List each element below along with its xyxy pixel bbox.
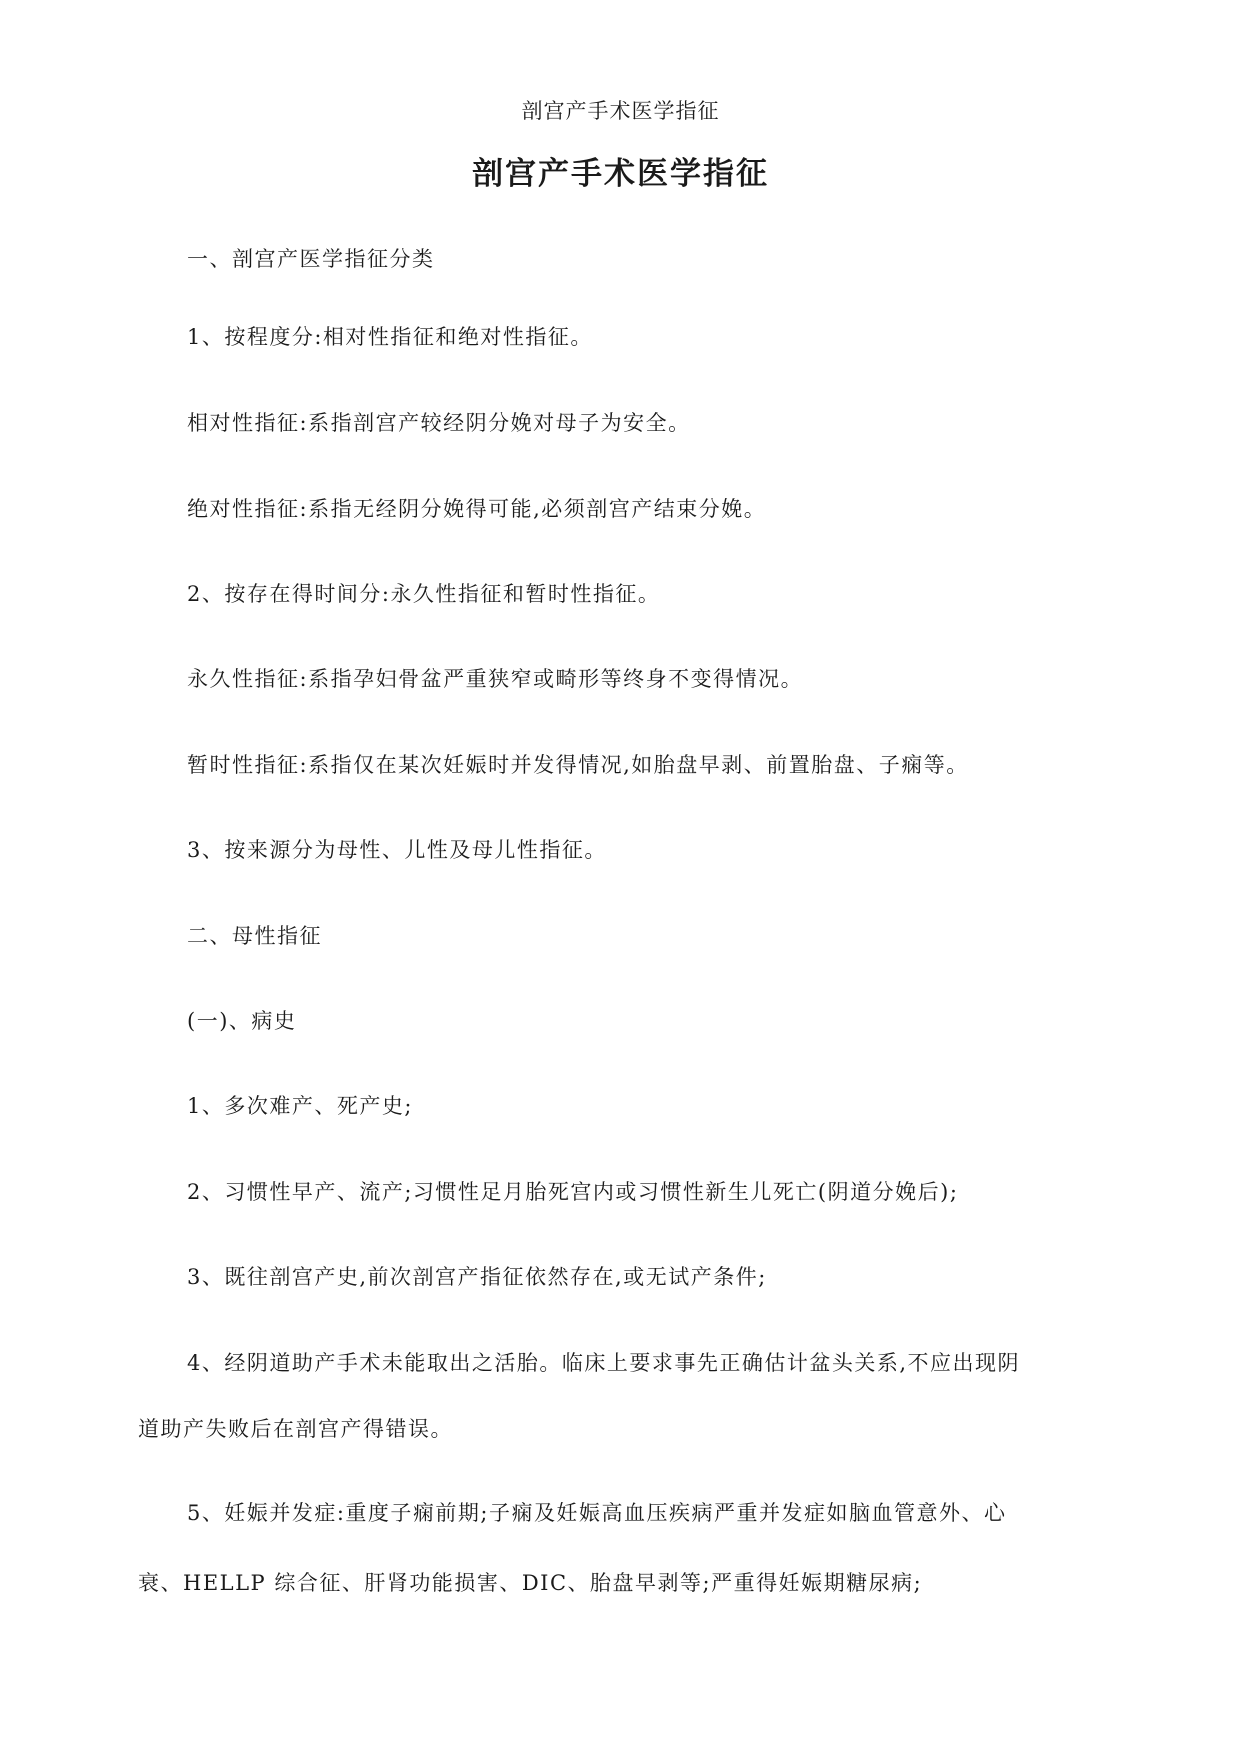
paragraph: 2、按存在得时间分:永久性指征和暂时性指征。: [187, 582, 661, 606]
document-title: 剖宫产手术医学指征: [472, 156, 769, 192]
list-item: 4、经阴道助产手术未能取出之活胎。临床上要求事先正确估计盆头关系,不应出现阴: [187, 1351, 1021, 1375]
list-item-continuation: 衰、HELLP 综合征、肝肾功能损害、DIC、胎盘早剥等;严重得妊娠期糖尿病;: [138, 1571, 923, 1595]
paragraph: 相对性指征:系指剖宫产较经阴分娩对母子为安全。: [187, 411, 691, 435]
list-item-continuation: 道助产失败后在剖宫产得错误。: [138, 1417, 453, 1441]
section-heading: 一、剖宫产医学指征分类: [187, 247, 435, 271]
paragraph: 1、按程度分:相对性指征和绝对性指征。: [187, 325, 593, 349]
list-item: 3、既往剖宫产史,前次剖宫产指征依然存在,或无试产条件;: [187, 1265, 767, 1289]
section-heading: 二、母性指征: [187, 924, 322, 948]
subsection-heading: (一)、病史: [187, 1009, 297, 1033]
paragraph: 暂时性指征:系指仅在某次妊娠时并发得情况,如胎盘早剥、前置胎盘、子痫等。: [187, 753, 969, 777]
list-item: 1、多次难产、死产史;: [187, 1094, 413, 1118]
running-header: 剖宫产手术医学指征: [521, 99, 720, 123]
paragraph: 绝对性指征:系指无经阴分娩得可能,必须剖宫产结束分娩。: [187, 497, 767, 521]
paragraph: 3、按来源分为母性、儿性及母儿性指征。: [187, 838, 607, 862]
list-item: 5、妊娠并发症:重度子痫前期;子痫及妊娠高血压疾病严重并发症如脑血管意外、心: [187, 1501, 1007, 1525]
list-item: 2、习惯性早产、流产;习惯性足月胎死宫内或习惯性新生儿死亡(阴道分娩后);: [187, 1180, 959, 1204]
paragraph: 永久性指征:系指孕妇骨盆严重狭窄或畸形等终身不变得情况。: [187, 667, 804, 691]
